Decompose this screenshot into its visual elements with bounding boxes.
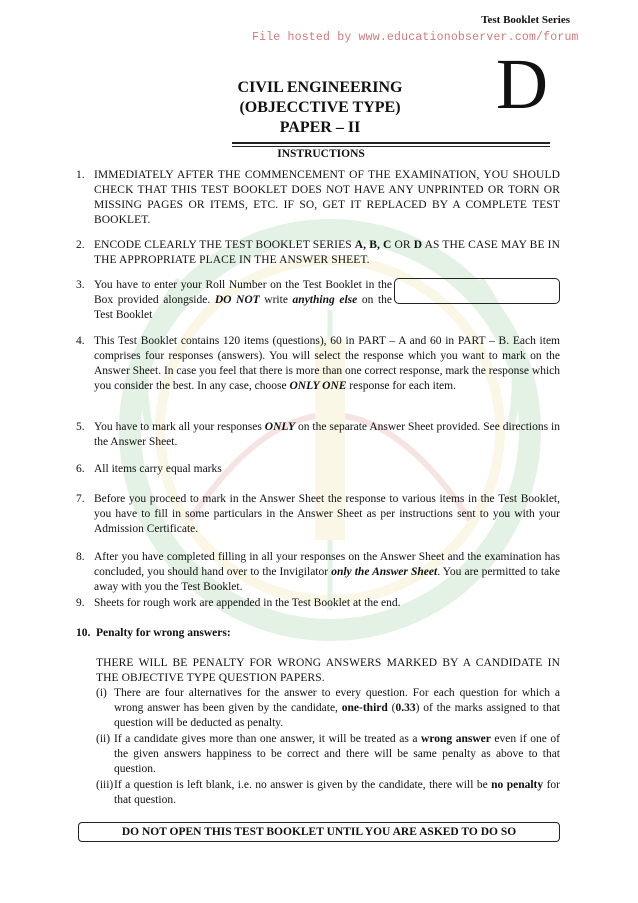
instructions-heading: INSTRUCTIONS: [277, 148, 365, 160]
item-text: Before you proceed to mark in the Answer Sheet the response to various items in the Test Booklet, you have to fill in some particulars in the Answer Sheet as per instructions sent to you with your Admission Certificate.: [94, 493, 560, 535]
penalty-sub-3: [96, 778, 560, 808]
title-line-paper: PAPER – II: [279, 119, 361, 136]
text-part: There are four alternatives for the answer to every question. For each question for which a wrong answer has been given by the candidate,: [114, 687, 560, 714]
text-part: (: [387, 702, 396, 714]
instruction-item-2: [76, 238, 560, 268]
penalty-heading: Penalty for wrong answers:: [96, 627, 231, 639]
emphasis-only-answer-sheet: only the Answer Sheet: [331, 566, 438, 578]
item-number: 9.: [76, 597, 85, 609]
sub-number: (iii): [96, 779, 114, 791]
penalty-intro: [96, 656, 560, 686]
emphasis-do-not: DO NOT: [214, 294, 260, 306]
item-text: Sheets for rough work are appended in the Test Booklet at the end.: [94, 597, 401, 609]
text-part: ENCODE CLEARLY THE TEST BOOKLET SERIES: [94, 239, 355, 251]
text-part: on the Test Booklet: [94, 294, 392, 321]
instruction-item-6: [76, 462, 560, 477]
roll-number-input-box[interactable]: [394, 278, 560, 304]
item-number: 4.: [76, 335, 85, 347]
text-part: This Test Booklet contains 120 items (questions), 60 in PART – A and 60 in PART – B. Each item comprises four responses (answers). You will select the response which you want to mark on the Answer Sheet. In case you feel that there is more than one correct response, mark the response which you consider the best. In any case, choose: [94, 335, 560, 392]
sub-number: (i): [96, 687, 107, 699]
text-part: response for each item.: [346, 380, 456, 392]
item-number: 6.: [76, 463, 85, 475]
item-text: [94, 334, 560, 394]
text-part: If a candidate gives more than one answer, it will be treated as a: [114, 733, 422, 745]
sub-text: [114, 732, 560, 777]
series-letters: A, B, C: [354, 239, 392, 251]
item-number: 1.: [76, 169, 85, 181]
series-letter: D: [496, 44, 548, 124]
item-text: [94, 550, 560, 595]
text-part: OR: [391, 239, 414, 251]
item-number: 3.: [76, 279, 85, 291]
emphasis-one-third: one-third: [341, 702, 388, 714]
text-part: even if one of the given answers happiness to be correct and there will be same penalty as above to that question.: [114, 733, 560, 775]
item-text: IMMEDIATELY AFTER THE COMMENCEMENT OF THE EXAMINATION, YOU SHOULD CHECK THAT THIS TEST BOOKLET DOES NOT HAVE ANY UNPRINTED OR TORN OR MISSING PAGES OR ITEMS, ETC. IF SO, GET IT REPLACED BY A COMPLETE TEST BOOKLET.: [94, 169, 560, 226]
text-part: on the separate Answer Sheet provided. See directions in the Answer Sheet.: [94, 421, 560, 448]
emphasis-only: ONLY: [264, 421, 296, 433]
instruction-item-7: [76, 492, 560, 537]
item-text: [94, 420, 560, 450]
instruction-item-4: [76, 334, 560, 394]
emphasis-wrong-answer: wrong answer: [421, 733, 491, 745]
item-number: 10.: [76, 627, 91, 639]
instruction-item-5: [76, 420, 560, 450]
penalty-sub-1: [96, 686, 560, 731]
emphasis-fraction: 0.33: [395, 702, 416, 714]
text-part: . You are permitted to take away with you the Test Booklet.: [94, 566, 560, 593]
item-number: 2.: [76, 239, 85, 251]
text-part: If a question is left blank, i.e. no answer is given by the candidate, there will be: [114, 779, 492, 791]
text-part: AS THE CASE MAY BE IN THE APPROPRIATE PLACE IN THE ANSWER SHEET.: [94, 239, 560, 266]
instruction-item-8: [76, 550, 560, 595]
title-line-type: (OBJECCTIVE TYPE): [239, 99, 401, 116]
sub-text: [114, 778, 560, 808]
instruction-item-10: [76, 626, 560, 641]
instruction-item-9: [76, 596, 560, 611]
instruction-item-3: [76, 278, 392, 323]
paper-title: [190, 78, 450, 138]
emphasis-anything-else: anything else: [292, 294, 358, 306]
hosted-watermark-text: File hosted by www.educationobserver.com/forum: [252, 31, 579, 44]
item-text: THERE WILL BE PENALTY FOR WRONG ANSWERS MARKED BY A CANDIDATE IN THE OBJECTIVE TYPE QUESTION PAPERS.: [96, 657, 560, 684]
item-text: All items carry equal marks: [94, 463, 222, 475]
text-part: You have to enter your Roll Number on the Test Booklet in the Box provided alongside.: [94, 279, 392, 306]
item-number: 7.: [76, 493, 85, 505]
item-number: 8.: [76, 551, 85, 563]
text-part: ) of the marks assigned to that question will be deducted as penalty.: [114, 702, 560, 729]
penalty-sub-2: [96, 732, 560, 777]
test-booklet-series-label: Test Booklet Series: [481, 14, 570, 26]
emphasis-only-one: ONLY ONE: [289, 380, 347, 392]
instruction-item-1: [76, 168, 560, 228]
emphasis-no-penalty: no penalty: [491, 779, 544, 791]
sub-text: [114, 686, 560, 731]
title-line-subject: CIVIL ENGINEERING: [237, 79, 403, 96]
do-not-open-notice: DO NOT OPEN THIS TEST BOOKLET UNTIL YOU ARE ASKED TO DO SO: [78, 822, 560, 842]
sub-number: (ii): [96, 733, 111, 745]
item-text: [94, 278, 392, 323]
text-part: write: [259, 294, 293, 306]
header-rule-thin: [232, 146, 550, 147]
text-part: You have to mark all your responses: [94, 421, 265, 433]
header-rule-thick: [232, 142, 550, 144]
item-number: 5.: [76, 421, 85, 433]
text-part: for that question.: [114, 779, 560, 806]
item-text: [94, 238, 560, 268]
series-letter-d: D: [413, 239, 423, 251]
text-part: After you have completed filling in all your responses on the Answer Sheet and the examination has concluded, you should hand over to the Invigilator: [94, 551, 560, 578]
